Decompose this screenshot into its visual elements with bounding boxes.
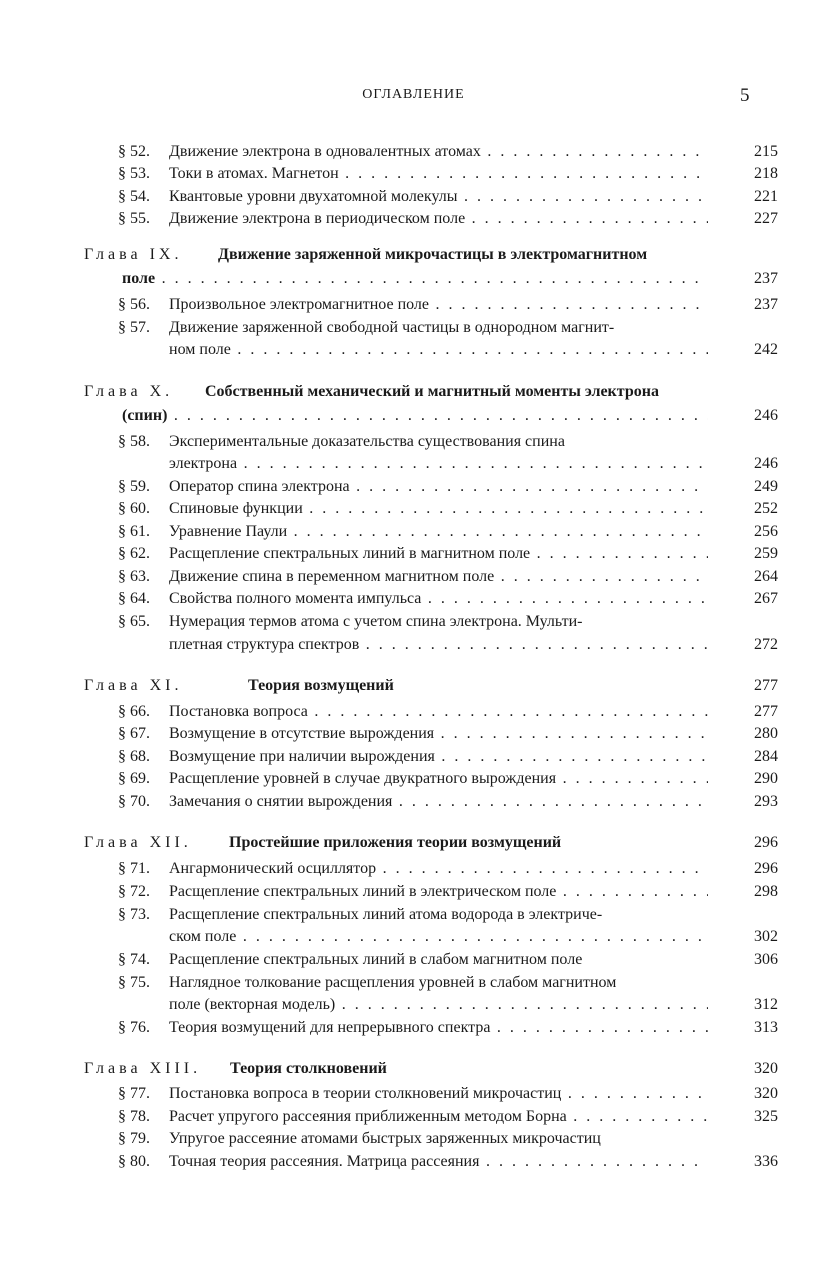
- section-title-continuation: ском поле . . .: [169, 926, 708, 948]
- chapter-entry[interactable]: [84, 1058, 778, 1080]
- section-number: § 62.: [118, 545, 150, 562]
- section-number: § 69.: [118, 770, 150, 787]
- chapter-title: Движение заряженной микрочастицы в электромагнитном: [218, 246, 648, 263]
- toc-entry-continuation[interactable]: [169, 994, 778, 1016]
- section-number: § 52.: [118, 143, 150, 160]
- section-title: Движение заряженной свободной частицы в однородном магнит-: [169, 319, 615, 336]
- entry-page: 277: [754, 677, 778, 694]
- section-number: § 63.: [118, 568, 150, 585]
- toc-entry[interactable]: [118, 972, 778, 994]
- toc-entry[interactable]: [118, 1083, 778, 1105]
- entry-page: 237: [754, 270, 778, 287]
- toc-entry[interactable]: [118, 1128, 778, 1150]
- chapter-label: [84, 675, 182, 697]
- toc-entry[interactable]: [118, 1106, 778, 1128]
- entry-page: 325: [754, 1108, 778, 1125]
- section-number: § 58.: [118, 433, 150, 450]
- section-number: § 64.: [118, 590, 150, 607]
- section-title: Оператор спина электрона . . .: [169, 476, 708, 498]
- section-title: Наглядное толкование расщепления уровней в слабом магнитном: [169, 974, 617, 991]
- section-title: Экспериментальные доказательства существования спина: [169, 433, 565, 450]
- entry-page: 284: [754, 748, 778, 765]
- toc-entry[interactable]: [118, 317, 778, 339]
- toc-entry[interactable]: [118, 746, 778, 768]
- section-title: Движение электрона в одновалентных атомах . . .: [169, 141, 708, 163]
- chapter-title: Собственный механический и магнитный моменты электрона: [205, 383, 659, 400]
- toc-entry[interactable]: [118, 858, 778, 880]
- section-title: Теория возмущений для непрерывного спектра . . .: [169, 1017, 708, 1039]
- entry-page: 277: [754, 703, 778, 720]
- section-title-continuation: поле (векторная модель) . . .: [169, 994, 708, 1016]
- entry-page: 246: [754, 455, 778, 472]
- toc-entry-continuation[interactable]: [169, 634, 778, 656]
- chapter-word: Глава: [84, 246, 142, 263]
- toc-entry[interactable]: [118, 543, 778, 565]
- toc-entry[interactable]: [118, 1017, 778, 1039]
- toc-entry[interactable]: [118, 701, 778, 723]
- section-number: § 77.: [118, 1085, 150, 1102]
- entry-page: 227: [754, 210, 778, 227]
- section-title: Упругое рассеяние атомами быстрых заряженных микрочастиц: [169, 1130, 601, 1147]
- section-number: § 67.: [118, 725, 150, 742]
- section-number: § 80.: [118, 1153, 150, 1170]
- entry-page: 336: [754, 1153, 778, 1170]
- section-number: § 74.: [118, 951, 150, 968]
- entry-page: 249: [754, 478, 778, 495]
- entry-page: 256: [754, 523, 778, 540]
- entry-page: 302: [754, 928, 778, 945]
- section-number: § 73.: [118, 906, 150, 923]
- section-number: § 57.: [118, 319, 150, 336]
- entry-page: 296: [754, 860, 778, 877]
- entry-page: 215: [754, 143, 778, 160]
- section-title: Квантовые уровни двухатомной молекулы . . .: [169, 186, 708, 208]
- section-title: Расщепление спектральных линий атома водорода в электриче-: [169, 906, 603, 923]
- section-title-continuation: плетная структура спектров . . .: [169, 634, 708, 656]
- section-title-continuation: ном поле . . .: [169, 339, 708, 361]
- section-title: Спиновые функции . . .: [169, 498, 708, 520]
- chapter-number: XII.: [149, 834, 192, 851]
- section-number: § 71.: [118, 860, 150, 877]
- toc-entry[interactable]: [118, 611, 778, 633]
- section-number: § 78.: [118, 1108, 150, 1125]
- section-number: § 56.: [118, 296, 150, 313]
- section-title: Свойства полного момента импульса . . .: [169, 588, 708, 610]
- chapter-word: Глава: [84, 834, 142, 851]
- toc-entry[interactable]: [118, 566, 778, 588]
- section-title: Точная теория рассеяния. Матрица рассеяния . . .: [169, 1151, 708, 1173]
- entry-page: 252: [754, 500, 778, 517]
- chapter-entry-continuation[interactable]: [122, 405, 778, 427]
- chapter-entry[interactable]: [84, 244, 778, 266]
- toc-entry-continuation[interactable]: [169, 926, 778, 948]
- chapter-title-continuation: (спин) . . .: [122, 405, 708, 427]
- entry-page: 312: [754, 996, 778, 1013]
- chapter-entry[interactable]: [84, 832, 778, 854]
- section-title: Возмущение в отсутствие вырождения . . .: [169, 723, 708, 745]
- chapter-number: IX.: [149, 246, 183, 263]
- entry-page: 259: [754, 545, 778, 562]
- chapter-title: Теория столкновений: [230, 1060, 387, 1077]
- section-number: § 68.: [118, 748, 150, 765]
- section-title: Расчет упругого рассеяния приближенным методом Борна . . .: [169, 1106, 708, 1128]
- toc-entry[interactable]: [118, 208, 778, 230]
- entry-page: 320: [754, 1060, 778, 1077]
- chapter-label: [84, 1058, 201, 1080]
- entry-page: 218: [754, 165, 778, 182]
- chapter-entry-continuation[interactable]: [122, 268, 778, 290]
- entry-page: 293: [754, 793, 778, 810]
- toc-entry[interactable]: [118, 431, 778, 453]
- section-title: Нумерация термов атома с учетом спина электрона. Мульти-: [169, 613, 583, 630]
- section-title: Движение спина в переменном магнитном поле . . .: [169, 566, 708, 588]
- chapter-title-continuation: поле . . .: [122, 268, 708, 290]
- toc-entry-continuation[interactable]: [169, 339, 778, 361]
- section-number: § 70.: [118, 793, 150, 810]
- toc-entry[interactable]: [118, 476, 778, 498]
- running-header: ОГЛАВЛЕНИЕ: [362, 87, 465, 102]
- chapter-number: XI.: [149, 677, 183, 694]
- section-title: Произвольное электромагнитное поле . . .: [169, 294, 708, 316]
- toc-entry[interactable]: [118, 294, 778, 316]
- entry-page: 272: [754, 636, 778, 653]
- page-number: 5: [740, 85, 750, 106]
- entry-page: 237: [754, 296, 778, 313]
- section-number: § 66.: [118, 703, 150, 720]
- toc-entry[interactable]: [118, 881, 778, 903]
- entry-page: 280: [754, 725, 778, 742]
- chapter-word: Глава: [84, 677, 142, 694]
- toc-entry[interactable]: [118, 723, 778, 745]
- section-title: Возмущение при наличии вырождения . . .: [169, 746, 708, 768]
- section-title: Движение электрона в периодическом поле . . .: [169, 208, 708, 230]
- entry-page: 306: [754, 951, 778, 968]
- section-title: Уравнение Паули . . .: [169, 521, 708, 543]
- toc-entry[interactable]: [118, 768, 778, 790]
- entry-page: 242: [754, 341, 778, 358]
- chapter-word: Глава: [84, 1060, 142, 1077]
- chapter-word: Глава: [84, 383, 142, 400]
- section-number: § 75.: [118, 974, 150, 991]
- section-title-continuation: электрона . . .: [169, 453, 708, 475]
- entry-page: 264: [754, 568, 778, 585]
- section-number: § 60.: [118, 500, 150, 517]
- toc-entry[interactable]: [118, 141, 778, 163]
- chapter-label: [84, 832, 192, 854]
- section-number: § 79.: [118, 1130, 150, 1147]
- section-number: § 55.: [118, 210, 150, 227]
- entry-page: 290: [754, 770, 778, 787]
- section-title: Постановка вопроса в теории столкновений микрочастиц . . .: [169, 1083, 708, 1105]
- chapter-number: X.: [149, 383, 174, 400]
- toc-entry[interactable]: [118, 521, 778, 543]
- section-title: Токи в атомах. Магнетон . . .: [169, 163, 708, 185]
- section-title: Расщепление уровней в случае двукратного вырождения . . .: [169, 768, 708, 790]
- entry-page: 298: [754, 883, 778, 900]
- entry-page: 320: [754, 1085, 778, 1102]
- section-number: § 53.: [118, 165, 150, 182]
- toc-entry[interactable]: [118, 588, 778, 610]
- toc-entry[interactable]: [118, 498, 778, 520]
- chapter-entry[interactable]: [84, 675, 778, 697]
- section-title: Расщепление спектральных линий в магнитном поле . . .: [169, 543, 708, 565]
- entry-page: 246: [754, 407, 778, 424]
- chapter-number: XIII.: [149, 1060, 202, 1077]
- section-number: § 54.: [118, 188, 150, 205]
- toc-entry[interactable]: [118, 163, 778, 185]
- section-title: Постановка вопроса . . .: [169, 701, 708, 723]
- section-title: Расщепление спектральных линий в электрическом поле . . .: [169, 881, 708, 903]
- entry-page: 313: [754, 1019, 778, 1036]
- section-number: § 72.: [118, 883, 150, 900]
- section-number: § 76.: [118, 1019, 150, 1036]
- section-title: Замечания о снятии вырождения . . .: [169, 791, 708, 813]
- chapter-title: Простейшие приложения теории возмущений: [229, 834, 562, 851]
- entry-page: 296: [754, 834, 778, 851]
- toc-entry[interactable]: [118, 186, 778, 208]
- section-title: Ангармонический осциллятор . . .: [169, 858, 708, 880]
- section-number: § 59.: [118, 478, 150, 495]
- entry-page: 267: [754, 590, 778, 607]
- toc-entry[interactable]: [118, 949, 778, 971]
- section-title: Расщепление спектральных линий в слабом магнитном поле: [169, 951, 583, 968]
- section-number: § 65.: [118, 613, 150, 630]
- chapter-label: [84, 244, 182, 266]
- toc-entry[interactable]: [118, 1151, 778, 1173]
- chapter-entry[interactable]: [84, 381, 778, 403]
- toc-entry[interactable]: [118, 791, 778, 813]
- entry-page: 221: [754, 188, 778, 205]
- toc-entry[interactable]: [118, 904, 778, 926]
- chapter-title: Теория возмущений: [248, 677, 394, 694]
- toc-entry-continuation[interactable]: [169, 453, 778, 475]
- chapter-label: [84, 381, 173, 403]
- section-number: § 61.: [118, 523, 150, 540]
